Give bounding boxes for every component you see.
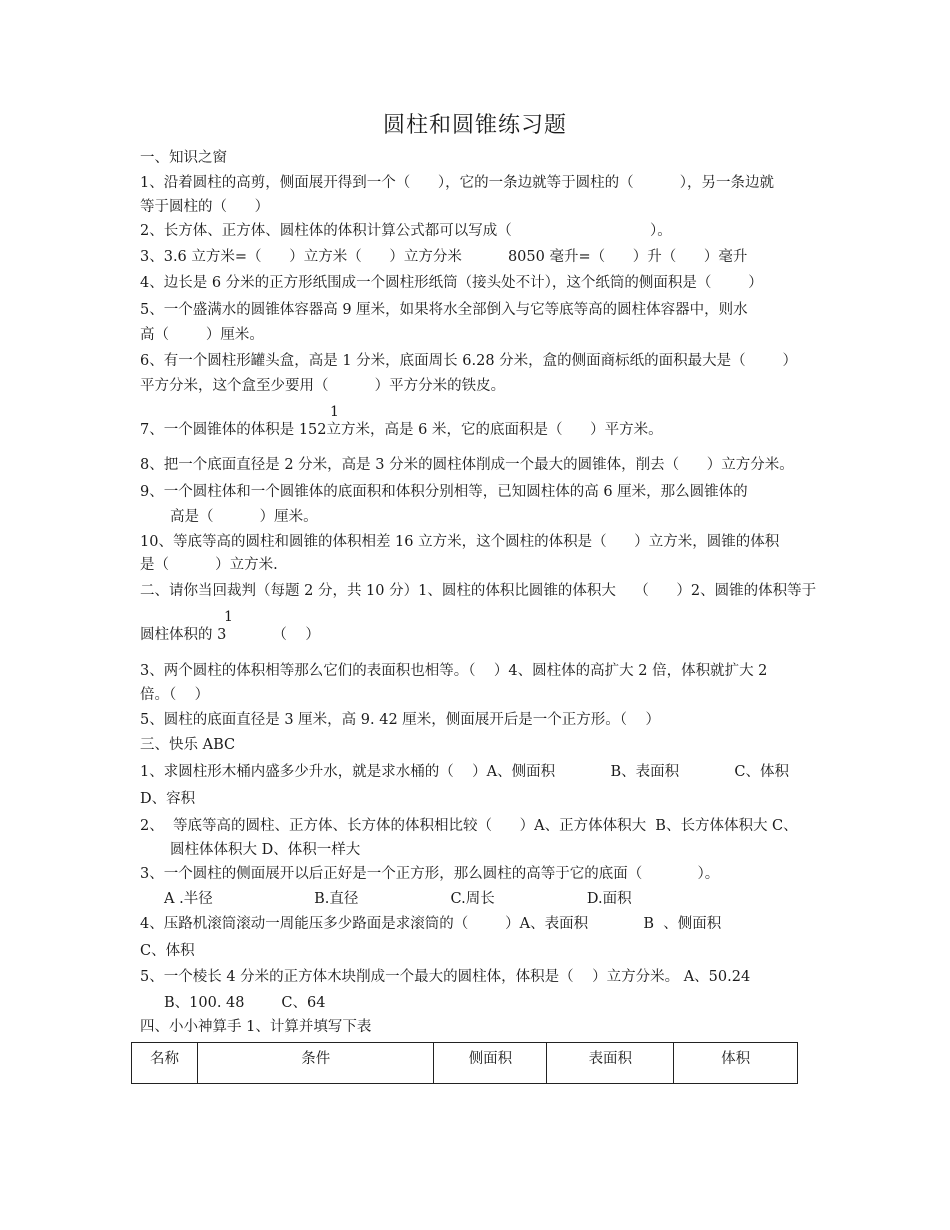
question-line: 等于圆柱的（ ） bbox=[140, 199, 270, 215]
page-title: 圆柱和圆锥练习题 bbox=[382, 113, 567, 138]
calc-table bbox=[131, 1042, 798, 1084]
question-line: 圆柱体体积大 D、体积一样大 bbox=[170, 842, 361, 858]
section-2-heading: 二、请你当回裁判（每题 2 分，共 10 分）1、圆柱的体积比圆锥的体积大 （ ）2、圆锥的体积等于 bbox=[140, 583, 817, 599]
question-line: 4、压路机滚筒滚动一周能压多少路面是求滚筒的（ ）A、表面积 B 、侧面积 bbox=[140, 916, 722, 932]
question-line: 高（ ）厘米。 bbox=[140, 327, 264, 343]
question-line: 5、圆柱的底面直径是 3 厘米，高 9. 42 厘米，侧面展开后是一个正方形。（ ） bbox=[140, 712, 660, 728]
table-header-cell: 条件 bbox=[197, 1043, 433, 1084]
question-line: 9、一个圆柱体和一个圆锥体的底面积和体积分别相等，已知圆柱体的高 6 厘米，那么圆锥体的 bbox=[140, 484, 748, 500]
question-line: 6、有一个圆柱形罐头盒，高是 1 分米，底面周长 6.28 分米，盒的侧面商标纸的面积最大是（ ） bbox=[140, 353, 798, 369]
question-line: 1、沿着圆柱的高剪，侧面展开得到一个（ ），它的一条边就等于圆柱的（ ），另一条边就 bbox=[140, 175, 774, 191]
table-header-row bbox=[132, 1043, 798, 1084]
question-line: 是（ ）立方米. bbox=[140, 557, 278, 573]
question-line: 圆柱体积的 3 （ ） bbox=[140, 627, 320, 643]
question-line: C、体积 bbox=[140, 943, 195, 959]
fraction-numerator: 1 bbox=[224, 609, 233, 625]
question-line: D、容积 bbox=[140, 791, 196, 807]
fraction-numerator: 1 bbox=[330, 404, 339, 420]
table-header-cell: 侧面积 bbox=[434, 1043, 547, 1084]
question-line: 高是（ ）厘米。 bbox=[170, 509, 318, 525]
section-4-heading: 四、小小神算手 1、计算并填写下表 bbox=[140, 1019, 372, 1035]
question-line: 平方分米，这个盒至少要用（ ）平方分米的铁皮。 bbox=[140, 378, 506, 394]
option-line: A .半径 B.直径 C.周长 D.面积 bbox=[164, 891, 632, 907]
question-line: 3、3.6 立方米=（ ）立方米（ ）立方分米 8050 毫升=（ ）升（ ）毫升 bbox=[140, 249, 748, 265]
question-line: 10、等底等高的圆柱和圆锥的体积相差 16 立方米，这个圆柱的体积是（ ）立方米，圆锥的体积 bbox=[140, 534, 780, 550]
section-3-heading: 三、快乐 ABC bbox=[140, 737, 236, 753]
question-line: 8、把一个底面直径是 2 分米，高是 3 分米的圆柱体削成一个最大的圆锥体，削去（ ）立方分米。 bbox=[140, 457, 794, 473]
question-line: 2、长方体、正方体、圆柱体的体积计算公式都可以写成（ ）。 bbox=[140, 223, 672, 239]
question-line: 5、一个盛满水的圆锥体容器高 9 厘米，如果将水全部倒入与它等底等高的圆柱体容器中，则水 bbox=[140, 302, 748, 318]
question-line: 3、一个圆柱的侧面展开以后正好是一个正方形，那么圆柱的高等于它的底面（ ）。 bbox=[140, 866, 720, 882]
question-line: 3、两个圆柱的体积相等那么它们的表面积也相等。（ ）4、圆柱体的高扩大 2 倍，体积就扩大 2 bbox=[140, 663, 768, 679]
table-header-cell: 体积 bbox=[674, 1043, 798, 1084]
question-line: 7、一个圆锥体的体积是 152立方米，高是 6 米，它的底面积是（ ）平方米。 bbox=[140, 422, 663, 438]
question-line: 倍。（ ） bbox=[140, 687, 210, 703]
option-line: B、100. 48 C、64 bbox=[164, 995, 326, 1011]
question-line: 4、边长是 6 分米的正方形纸围成一个圆柱形纸筒（接头处不计），这个纸筒的侧面积是（ ） bbox=[140, 275, 763, 291]
section-1-heading: 一、知识之窗 bbox=[140, 150, 227, 166]
question-line: 1、求圆柱形木桶内盛多少升水，就是求水桶的（ ）A、侧面积 B、表面积 C、体积 bbox=[140, 764, 789, 780]
question-line: 2、 等底等高的圆柱、正方体、长方体的体积相比较（ ）A、正方体体积大 B、长方体体积大 C、 bbox=[140, 818, 798, 834]
question-line: 5、一个棱长 4 分米的正方体木块削成一个最大的圆柱体，体积是（ ）立方分米。 A、50.24 bbox=[140, 969, 751, 985]
table-header-cell: 名称 bbox=[132, 1043, 198, 1084]
table-header-cell: 表面积 bbox=[547, 1043, 674, 1084]
